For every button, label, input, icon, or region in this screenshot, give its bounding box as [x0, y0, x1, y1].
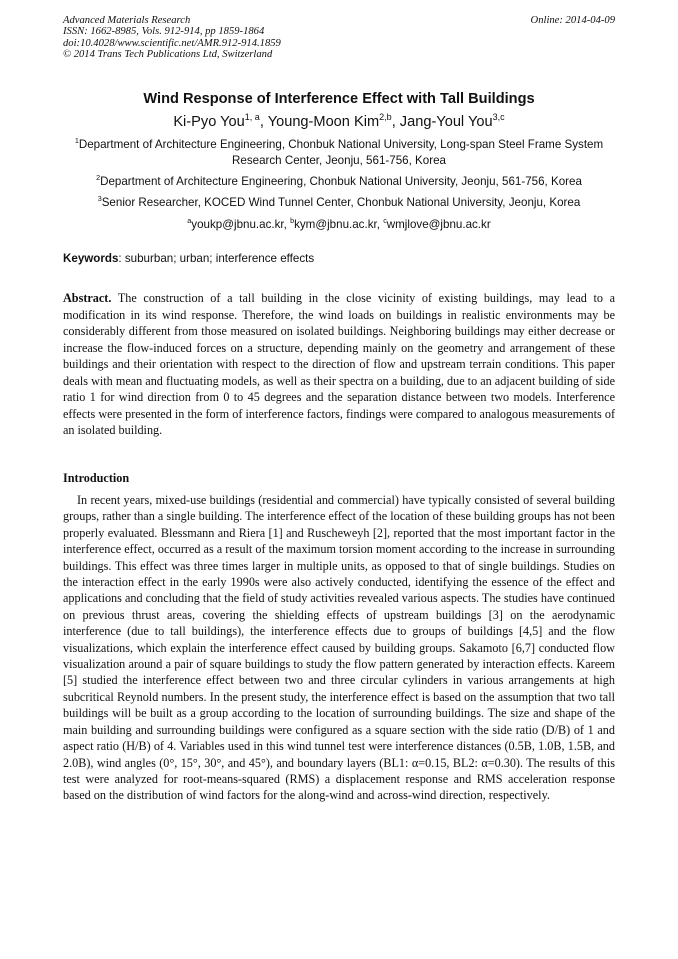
- email[interactable]: $^c$wmjlove@jbnu.ac.kr: [383, 216, 491, 231]
- affiliation-3: $^3$Senior Researcher, KOCED Wind Tunnel Center, Chonbuk National University, Jeonju, Korea: [97, 194, 581, 209]
- author-list: [63, 113, 615, 131]
- abstract-label: Abstract.: [63, 291, 112, 305]
- affiliation-2: $^2$Department of Architecture Engineering, Chonbuk National University, Jeonju, 561-756, Korea: [96, 173, 582, 188]
- journal-issn: ISSN: 1662-8985, Vols. 912-914, pp 1859-1864: [63, 26, 265, 38]
- keywords: [63, 251, 615, 267]
- email[interactable]: $^a$youkp@jbnu.ac.kr: [187, 216, 284, 231]
- author: Ki-Pyo You$^{1, a}$,: [173, 112, 268, 130]
- journal-header: [63, 15, 615, 61]
- email[interactable]: $^b$kym@jbnu.ac.kr: [290, 216, 377, 231]
- affiliation-1: $^1$Department of Architecture Engineering, Chonbuk National University, Long-span Steel Frame System Research Center, Jeonju, 561-756, Korea: [74, 136, 604, 168]
- abstract-text: The construction of a tall building in the close vicinity of existing buildings, may lead to a modification in its wind response. Therefore, the wind loads on buildings in realistic environments may be considerably different from those measured on isolated buildings. Neighboring buildings may either decrease or increase the flow-induced forces on a structure, depending mainly on the geometry and arrangement of these buildings and their orientation with respect to the direction of flow and upstream terrain conditions. This paper deals with mean and fluctuating models, as well as their spectra on a building, due to an adjacent building of side ratio 1 for wind direction from 0 to 45 degrees and the separation distance between two models. Interference effects were presented in the form of interference factors, findings were compared to analogous measurements of an isolated building.: [63, 291, 615, 437]
- journal-name: Advanced Materials Research: [63, 15, 191, 26]
- journal-copyright: © 2014 Trans Tech Publications Ltd, Switzerland: [63, 49, 273, 61]
- author-emails: $^a$youkp@jbnu.ac.kr, $^b$kym@jbnu.ac.kr, $^c$wmjlove@jbnu.ac.kr: [187, 216, 491, 231]
- keywords-text: : suburban; urban; interference effects: [118, 252, 315, 265]
- journal-doi[interactable]: doi:10.4028/www.scientific.net/AMR.912-914.1859: [63, 37, 281, 49]
- author: Young-Moon Kim$^{2,b}$,: [267, 112, 400, 130]
- author: Jang-Youl You$^{3,c}$: [399, 112, 505, 130]
- paper-title: Wind Response of Interference Effect with Tall Buildings: [143, 91, 535, 107]
- introduction-paragraph: In recent years, mixed-use buildings (residential and commercial) have typically consisted of several building groups, rather than a single building. The interference effect of the location of these building groups has not been properly evaluated. Blessmann and Riera [1] and Ruscheweyh [2], reported that the most important factor in the interference effect, occurred as a result of the maximum torsion moment according to the increase in surrounding buildings. This effect was three times larger in multiple units, as opposed to that of single buildings. Studies on the interaction effect in the early 1990s were also actively conducted, identifying the essence of the effect and applications and concluding that the field of study activities revealed various aspects. The studies have continued on previous thrust areas, covering the shielding effects of upstream buildings [3] on the aerodynamic interference (due to tall buildings), the interference effects due to groups of buildings [4,5] and the flow visualizations, which explain the interference effect caused by building groups. Sakamoto [6,7] conducted flow visualization around a pair of square buildings to study the flow pattern generated by interaction effects. Kareem [5] studied the interference effect between two and three circular cylinders in various arrangements at high subcritical Reynold numbers. In the present study, the interference effect is based on the assumption that two tall buildings will be built as a group according to the location of surrounding buildings. The size and shape of the main building and surrounding buildings were configured as a square section with the side ratio (D/B) of 1 and aspect ratio (H/B) of 4. Variables used in this wind tunnel test were interference distances (0.5B, 1.0B, 1.5B, and 2.0B), wind angles (0°, 15°, 30°, and 45°), and boundary layers (BL1: α=0.15, BL2: α=0.30). The results of this test were analyzed for root-means-squared (RMS) a displacement response and RMS acceleration response based on the distribution of wind factors for the along-wind and across-wind direction, respectively.: [63, 493, 615, 803]
- section-heading-introduction: Introduction: [63, 471, 130, 485]
- keywords-label: Keywords: [63, 252, 119, 265]
- online-date: Online: 2014-04-09: [530, 15, 615, 26]
- abstract: [63, 290, 615, 439]
